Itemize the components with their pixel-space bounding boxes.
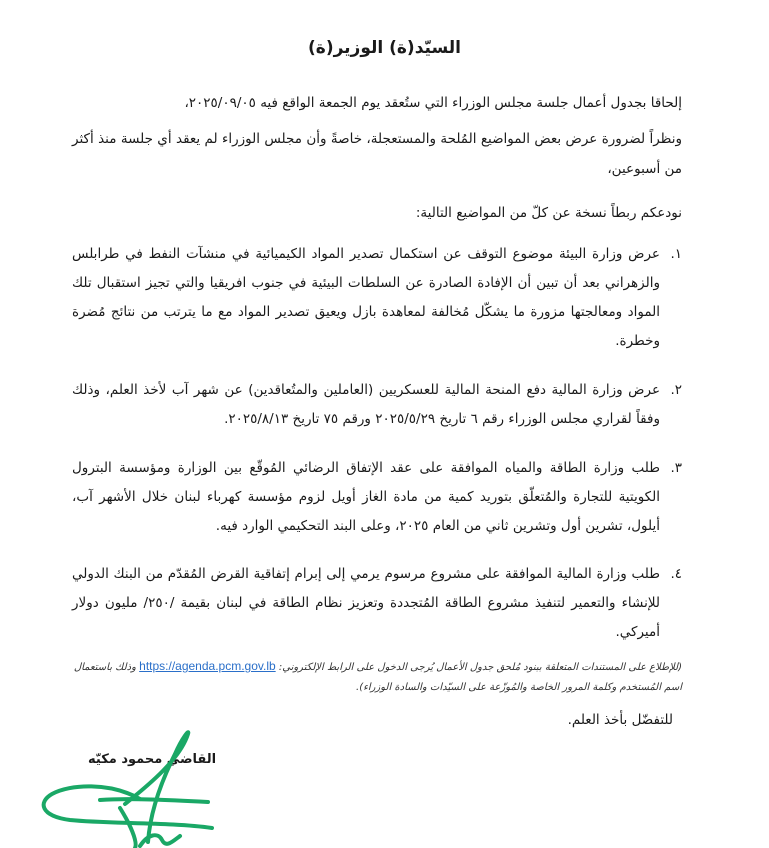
signature-icon	[30, 724, 230, 848]
note-text-before: (للإطلاع على المستندات المتعلقة ببنود مُلحق جدول الأعمال يُرجى الدخول على الرابط الإلكتروني:	[278, 662, 682, 673]
document-title: السيّد(ة) الوزير(ة)	[308, 38, 461, 58]
agenda-item	[72, 240, 682, 356]
agenda-item	[72, 376, 682, 434]
item-text: عرض وزارة المالية دفع المنحة المالية للعسكريين (العاملين والمتُعاقدين) عن شهر آب لأخذ العلم، وذلك وفقاً لقراري مجلس الوزراء رقم ٦ تاريخ ٢٠٢٥/٥/٢٩ ورقم ٧٥ تاريخ ٢٠٢٥/٨/١٣.	[72, 382, 660, 427]
item-number: ٣.	[670, 460, 682, 476]
intro-paragraph: إلحاقا بجدول أعمال جلسة مجلس الوزراء التي ستُعقد يوم الجمعة الواقع فيه ٢٠٢٥/٠٩/٠٥،	[184, 95, 682, 111]
agenda-item	[72, 560, 682, 647]
signer-name: القاضي محمود مكيّه	[88, 752, 217, 767]
closing-line: للتفضّل بأخذ العلم.	[567, 712, 673, 728]
agenda-link[interactable]: https://agenda.pcm.gov.lb	[139, 659, 276, 673]
reason-paragraph: ونظراً لضرورة عرض بعض المواضيع المُلحة والمستعجلة، خاصةً وأن مجلس الوزراء لم يعقد أي جلسة منذ أكثر من أسبوعين،	[72, 131, 682, 177]
item-text: عرض وزارة البيئة موضوع التوقف عن استكمال تصدير المواد الكيميائية في منشآت النفط في طرابلس والزهراني بعد أن تبين أن الإفادة الصادرة عن السلطات البيئية في جنوب افريقيا والتي تجيز استقبال تلك المواد ومعالجتها مزورة ما يشكّل مُخالفة لمعاهدة بازل ويعيق تصدير المواد مع ما يترتب من نتائج مُضرة وخطرة.	[72, 246, 660, 349]
note-text-after: وذلك باستعمال اسم المُستخدم وكلمة المرور الخاصة والمُوزّعة على السيّدات والسادة الوزراء).	[73, 662, 682, 693]
item-text: طلب وزارة الطاقة والمياه الموافقة على عقد الإتفاق الرضائي المُوقّع بين الوزارة ومؤسسة البترول الكويتية للتجارة والمُتعلّق بتوريد كمية من مادة الغاز أويل لزوم مؤسسة كهرباء لبنان خلال الأشهر آب، أيلول، تشرين أول وتشرين ثاني من العام ٢٠٢٥، وعلى البند التحكيمي الوارد فيه.	[72, 460, 660, 534]
agenda-item	[72, 454, 682, 541]
item-number: ٢.	[670, 382, 682, 398]
attachments-intro: نودعكم ربطاً نسخة عن كلّ من المواضيع التالية:	[415, 205, 682, 221]
item-number: ١.	[670, 246, 682, 262]
access-note	[72, 656, 682, 698]
item-text: طلب وزارة المالية الموافقة على مشروع مرسوم يرمي إلى إبرام إتفاقية القرض المُقدّم من البنك الدولي للإنشاء والتعمير لتنفيذ مشروع الطاقة المُتجددة وتعزيز نظام الطاقة في لبنان بقيمة /٢٥٠/ مليون دولار أميركي.	[72, 566, 661, 640]
item-number: ٤.	[670, 566, 682, 582]
